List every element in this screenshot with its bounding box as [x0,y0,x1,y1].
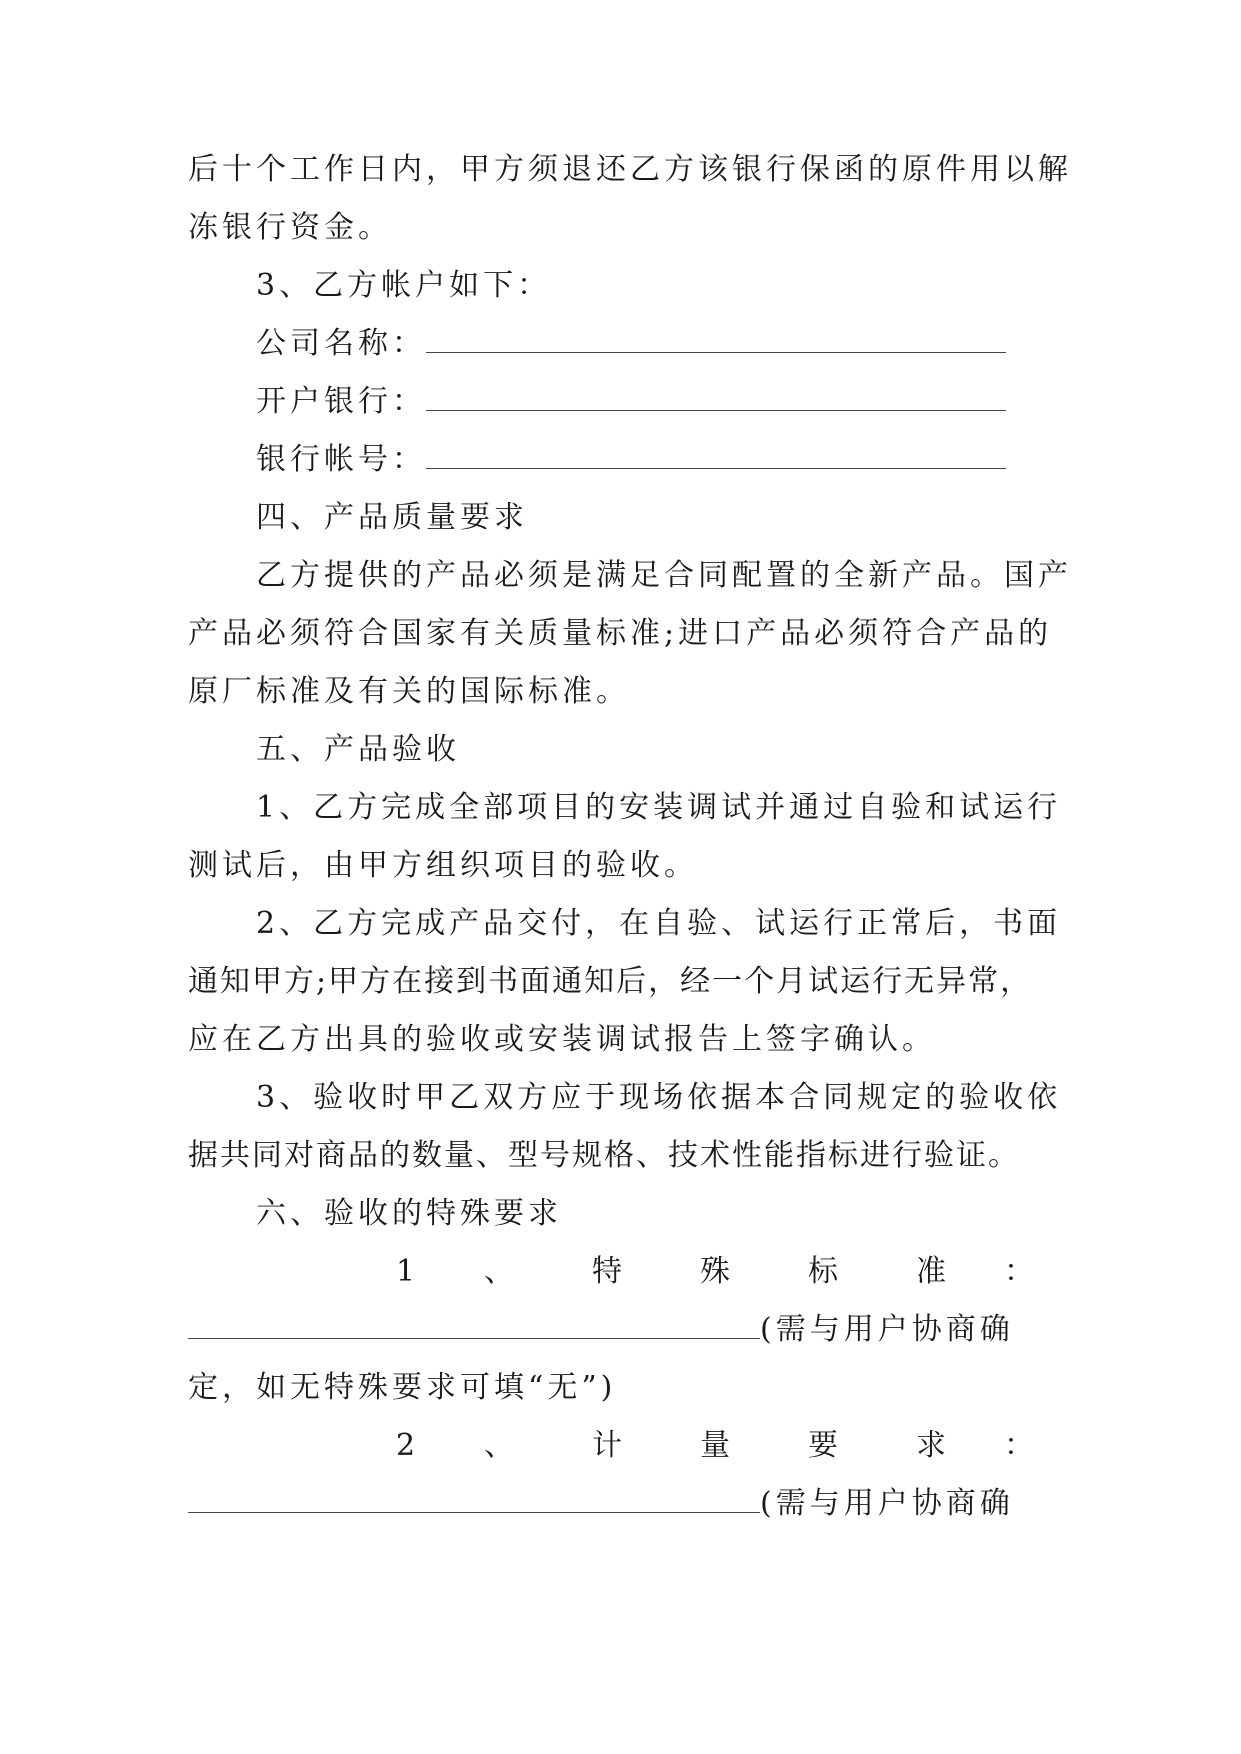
account-no-label: 银行帐号： [256,442,426,477]
paragraph-line: 测试后，由甲方组织项目的验收。 [188,848,698,883]
bank-row [256,382,1006,422]
paragraph-line: 通知甲方;甲方在接到书面通知后，经一个月试运行无异常， [188,964,1033,999]
item2-blank-row [188,1484,1014,1524]
paragraph-line: 2、乙方完成产品交付，在自验、试运行正常后，书面 [256,906,1062,941]
item2-separator: 、 [484,1428,514,1463]
account-heading: 3、乙方帐户如下： [256,268,552,303]
item1-char: 准 [916,1254,946,1289]
item1-blank-row [188,1310,1014,1350]
paragraph-line: 乙方提供的产品必须是满足合同配置的全新产品。国产 [256,558,1072,593]
bank-blank [426,384,1006,411]
paragraph-line: 3、验收时甲乙双方应于现场依据本合同规定的验收依 [256,1080,1062,1115]
item1-separator: 、 [484,1254,514,1289]
item2-note: (需与用户协商确 [760,1486,1014,1521]
paragraph-line: 定，如无特殊要求可填“无”) [188,1370,617,1405]
item2-blank [188,1486,760,1513]
item2-char: 求 [916,1428,946,1463]
item2-number: 2 [396,1428,416,1463]
bank-label: 开户银行： [256,384,426,419]
item1-colon: ： [1004,1254,1034,1289]
section-title: 四、产品质量要求 [256,500,528,535]
paragraph-line: 据共同对商品的数量、型号规格、技术性能指标进行验证。 [188,1138,1020,1173]
section-title: 五、产品验收 [256,732,460,767]
paragraph-line: 产品必须符合国家有关质量标准;进口产品必须符合产品的 [188,616,1053,651]
item2-char: 量 [700,1428,730,1463]
item2-char: 要 [808,1428,838,1463]
item1-number: 1 [396,1254,416,1289]
item2-colon: ： [1004,1428,1034,1463]
company-name-row [256,324,1006,364]
account-no-blank [426,442,1006,469]
item1-char: 殊 [700,1254,730,1289]
item1-blank [188,1312,760,1339]
section-title: 六、验收的特殊要求 [256,1196,562,1231]
paragraph-line: 冻银行资金。 [188,210,392,245]
company-name-blank [426,326,1006,353]
company-name-label: 公司名称： [256,326,426,361]
item1-note: (需与用户协商确 [760,1312,1014,1347]
paragraph-line: 1、乙方完成全部项目的安装调试并通过自验和试运行 [256,790,1062,825]
paragraph-line: 应在乙方出具的验收或安装调试报告上签字确认。 [188,1022,936,1057]
paragraph-line: 后十个工作日内，甲方须退还乙方该银行保函的原件用以解 [188,152,1072,187]
item2-char: 计 [592,1428,622,1463]
item1-char: 特 [592,1254,622,1289]
account-no-row [256,440,1006,480]
paragraph-line: 原厂标准及有关的国际标准。 [188,674,630,709]
item1-char: 标 [808,1254,838,1289]
